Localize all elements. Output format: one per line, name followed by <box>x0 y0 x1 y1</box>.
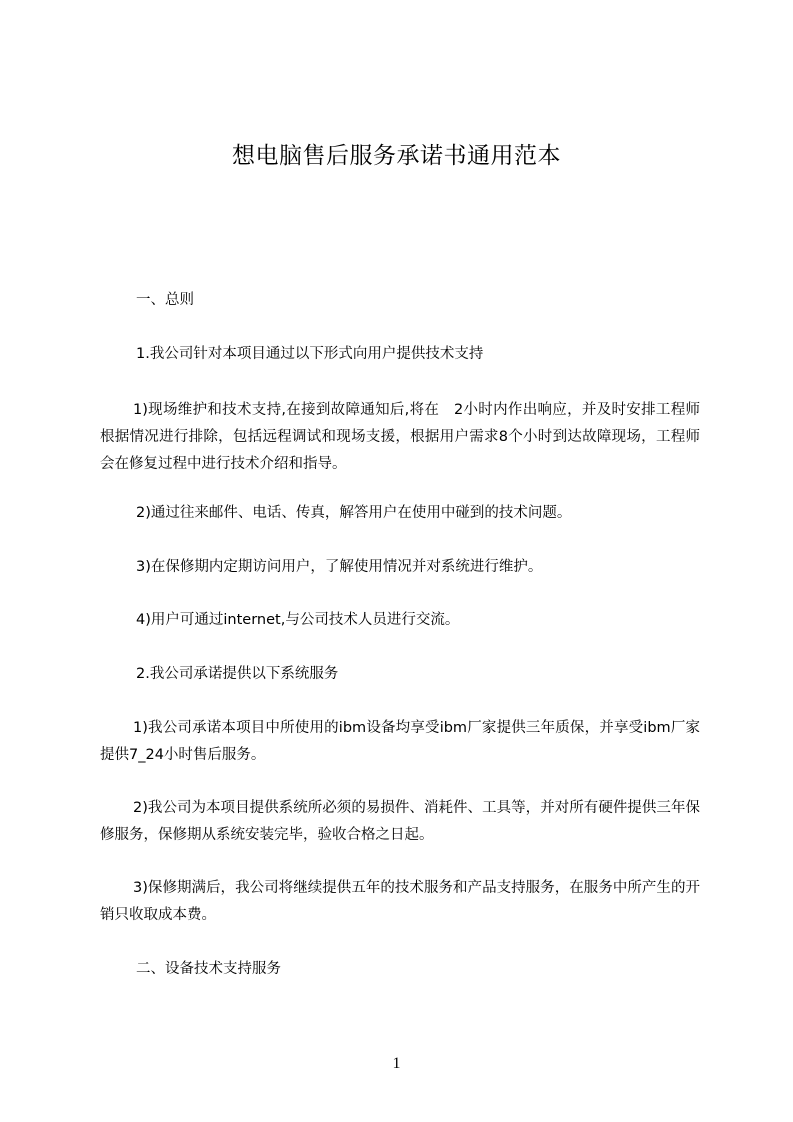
clause-1-item-3: 3)在保修期内定期访问用户，了解使用情况并对系统进行维护。 <box>136 559 543 575</box>
clause-2-heading: 2.我公司承诺提供以下系统服务 <box>136 666 339 682</box>
clause-1-item-2: 2)通过往来邮件、电话、传真，解答用户在使用中碰到的技术问题。 <box>136 505 572 521</box>
clause-2-item-3: 3)保修期满后，我公司将继续提供五年的技术服务和产品支持服务，在服务中所产生的开销只收取成本费。 <box>100 880 700 923</box>
section-heading-equipment-support: 二、设备技术支持服务 <box>136 961 281 977</box>
clause-1-item-4: 4)用户可通过internet,与公司技术人员进行交流。 <box>136 612 460 628</box>
clause-2-item-1: 1)我公司承诺本项目中所使用的ibm设备均享受ibm厂家提供三年质保，并享受ibm厂家提供7_24小时售后服务。 <box>100 720 700 763</box>
clause-2-item-2: 2)我公司为本项目提供系统所必须的易损件、消耗件、工具等，并对所有硬件提供三年保修服务，保修期从系统安装完毕，验收合格之日起。 <box>100 800 700 843</box>
clause-1-heading: 1.我公司针对本项目通过以下形式向用户提供技术支持 <box>136 346 484 362</box>
clause-1-item-1: 1)现场维护和技术支持,在接到故障通知后,将在 2小时内作出响应，并及时安排工程师根据情况进行排除，包括远程调试和现场支援，根据用户需求8个小时到达故障现场，工程师会在修复过程中进行技术介绍和指导。 <box>100 402 700 472</box>
document-title: 想电脑售后服务承诺书通用范本 <box>232 143 561 169</box>
page-number: 1 <box>392 1055 401 1072</box>
section-heading-general: 一、总则 <box>136 292 194 308</box>
